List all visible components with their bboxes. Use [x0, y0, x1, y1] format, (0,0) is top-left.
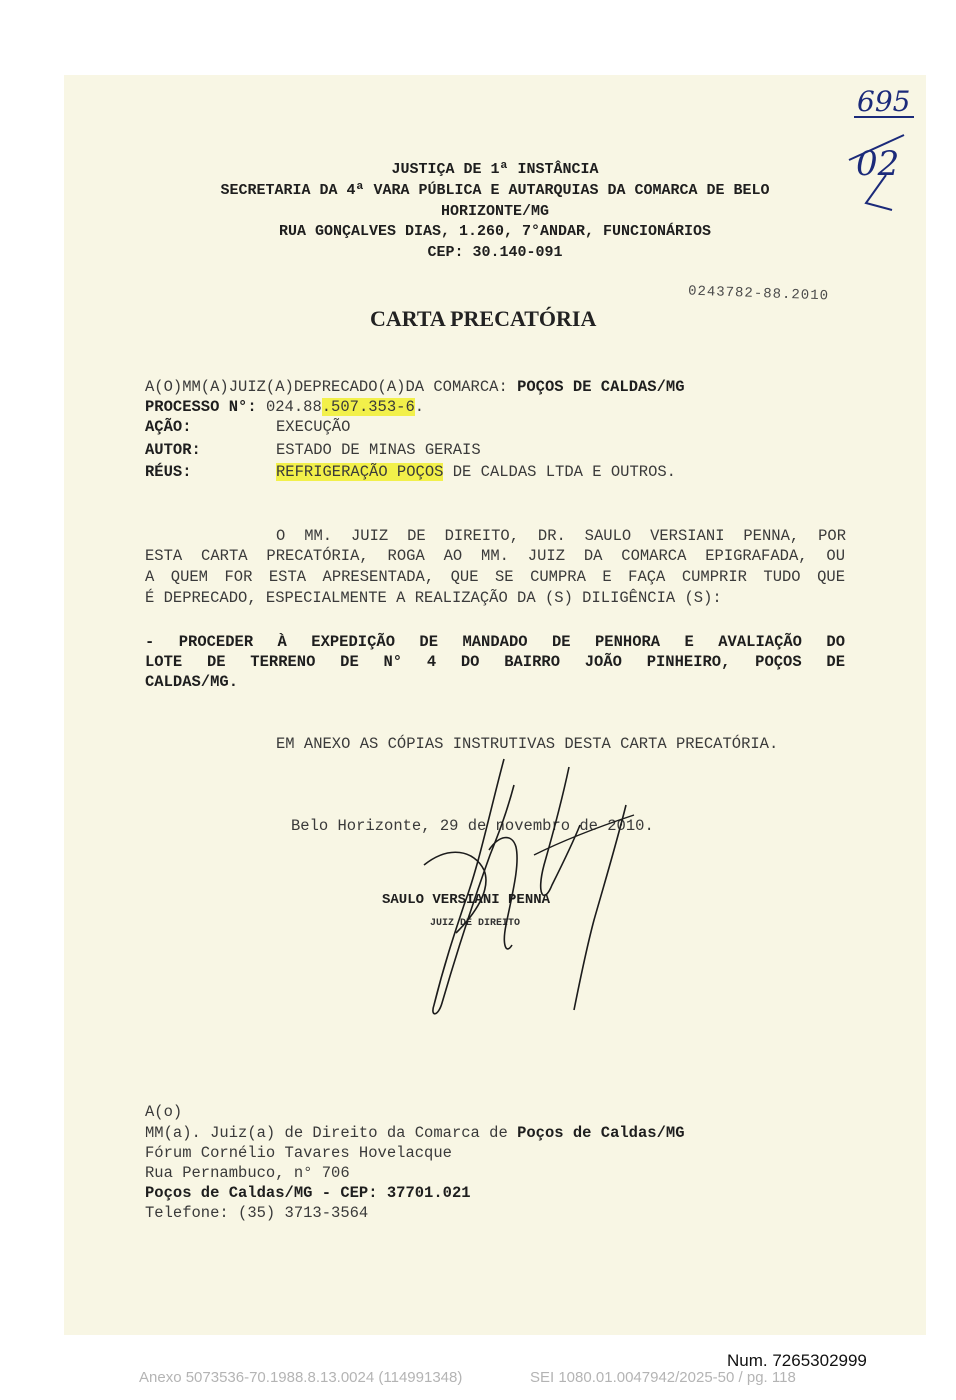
signatory-name: SAULO VERSIANI PENNA — [382, 892, 551, 908]
reus-value-highlight: REFRIGERAÇÃO POÇOS — [276, 463, 444, 481]
processo-value-end: . — [414, 398, 425, 416]
annex-note: EM ANEXO AS CÓPIAS INSTRUTIVAS DESTA CARTA PRECATÓRIA. — [276, 735, 779, 753]
process-stamp: 0243782-88.2010 — [687, 283, 830, 305]
body-p1-line3: A QUEM FOR ESTA APRESENTADA, QUE SE CUMPRA E FAÇA CUMPRIR TUDO QUE — [145, 568, 845, 586]
body-p2-line3: CALDAS/MG. — [145, 673, 239, 691]
reus-label: RÉUS: — [145, 463, 192, 481]
address-line1: A(o) — [145, 1103, 183, 1121]
document-number: Num. 7265302999 — [727, 1351, 867, 1370]
autor-value: ESTADO DE MINAS GERAIS — [276, 441, 481, 459]
court-header-line3: HORIZONTE/MG — [440, 203, 550, 220]
place-date: Belo Horizonte, 29 de novembro de 2010. — [291, 817, 654, 835]
body-p1-line1: O MM. JUIZ DE DIREITO, DR. SAULO VERSIANI PENNA, POR — [276, 527, 846, 545]
court-header-line2: SECRETARIA DA 4ª VARA PÚBLICA E AUTARQUIAS DA COMARCA DE BELO — [220, 182, 770, 199]
document-sheet — [64, 75, 926, 1335]
deprecado-label: A(O)MM(A)JUIZ(A)DEPRECADO(A)DA COMARCA: — [145, 378, 508, 396]
body-p1-line4: É DEPRECADO, ESPECIALMENTE A REALIZAÇÃO DA (S) DILIGÊNCIA (S): — [145, 589, 722, 607]
footer-anexo: Anexo 5073536-70.1988.8.13.0024 (114991348) — [139, 1369, 463, 1386]
court-header-address: RUA GONÇALVES DIAS, 1.260, 7°ANDAR, FUNCIONÁRIOS — [278, 223, 712, 240]
deprecado-row — [145, 378, 685, 396]
address-phone: Telefone: (35) 3713-3564 — [145, 1204, 369, 1222]
reus-value-rest: DE CALDAS LTDA E OUTROS. — [443, 463, 676, 481]
acao-value: EXECUÇÃO — [276, 418, 351, 436]
acao-label: AÇÃO: — [145, 418, 192, 436]
body-p1-line2: ESTA CARTA PRECATÓRIA, ROGA AO MM. JUIZ DA COMARCA EPIGRAFADA, OU — [145, 547, 845, 565]
deprecado-value: POÇOS DE CALDAS/MG — [517, 378, 685, 396]
signatory-role: JUIZ DE DIREITO — [430, 918, 521, 929]
autor-label: AUTOR: — [145, 441, 201, 459]
processo-value-highlight: .507.353-6 — [321, 398, 415, 416]
address-street: Rua Pernambuco, n° 706 — [145, 1164, 350, 1182]
address-comarca: Poços de Caldas/MG — [517, 1124, 685, 1142]
court-header-line1: JUSTIÇA DE 1ª INSTÂNCIA — [391, 161, 599, 178]
document-title: CARTA PRECATÓRIA — [370, 306, 597, 331]
address-recipient: MM(a). Juiz(a) de Direito da Comarca de — [145, 1124, 518, 1142]
footer-sei: SEI 1080.01.0047942/2025-50 / pg. 118 — [530, 1369, 796, 1386]
processo-label: PROCESSO N°: — [145, 398, 257, 416]
handwritten-mark: 02 — [856, 144, 900, 184]
address-city-cep: Poços de Caldas/MG - CEP: 37701.021 — [145, 1184, 471, 1202]
body-p2-line2: LOTE DE TERRENO DE N° 4 DO BAIRRO JOÃO PINHEIRO, POÇOS DE — [145, 653, 845, 671]
address-line2 — [145, 1124, 685, 1142]
body-p2-line1: - PROCEDER À EXPEDIÇÃO DE MANDADO DE PENHORA E AVALIAÇÃO DO — [145, 633, 845, 651]
court-header-cep: CEP: 30.140-091 — [427, 244, 563, 261]
handwritten-signature — [394, 755, 644, 1025]
processo-row — [145, 398, 424, 416]
processo-value-a: 024.88 — [265, 398, 322, 416]
handwritten-page-number: 695 — [857, 85, 911, 118]
reus-row — [276, 463, 676, 481]
address-forum: Fórum Cornélio Tavares Hovelacque — [145, 1144, 452, 1162]
